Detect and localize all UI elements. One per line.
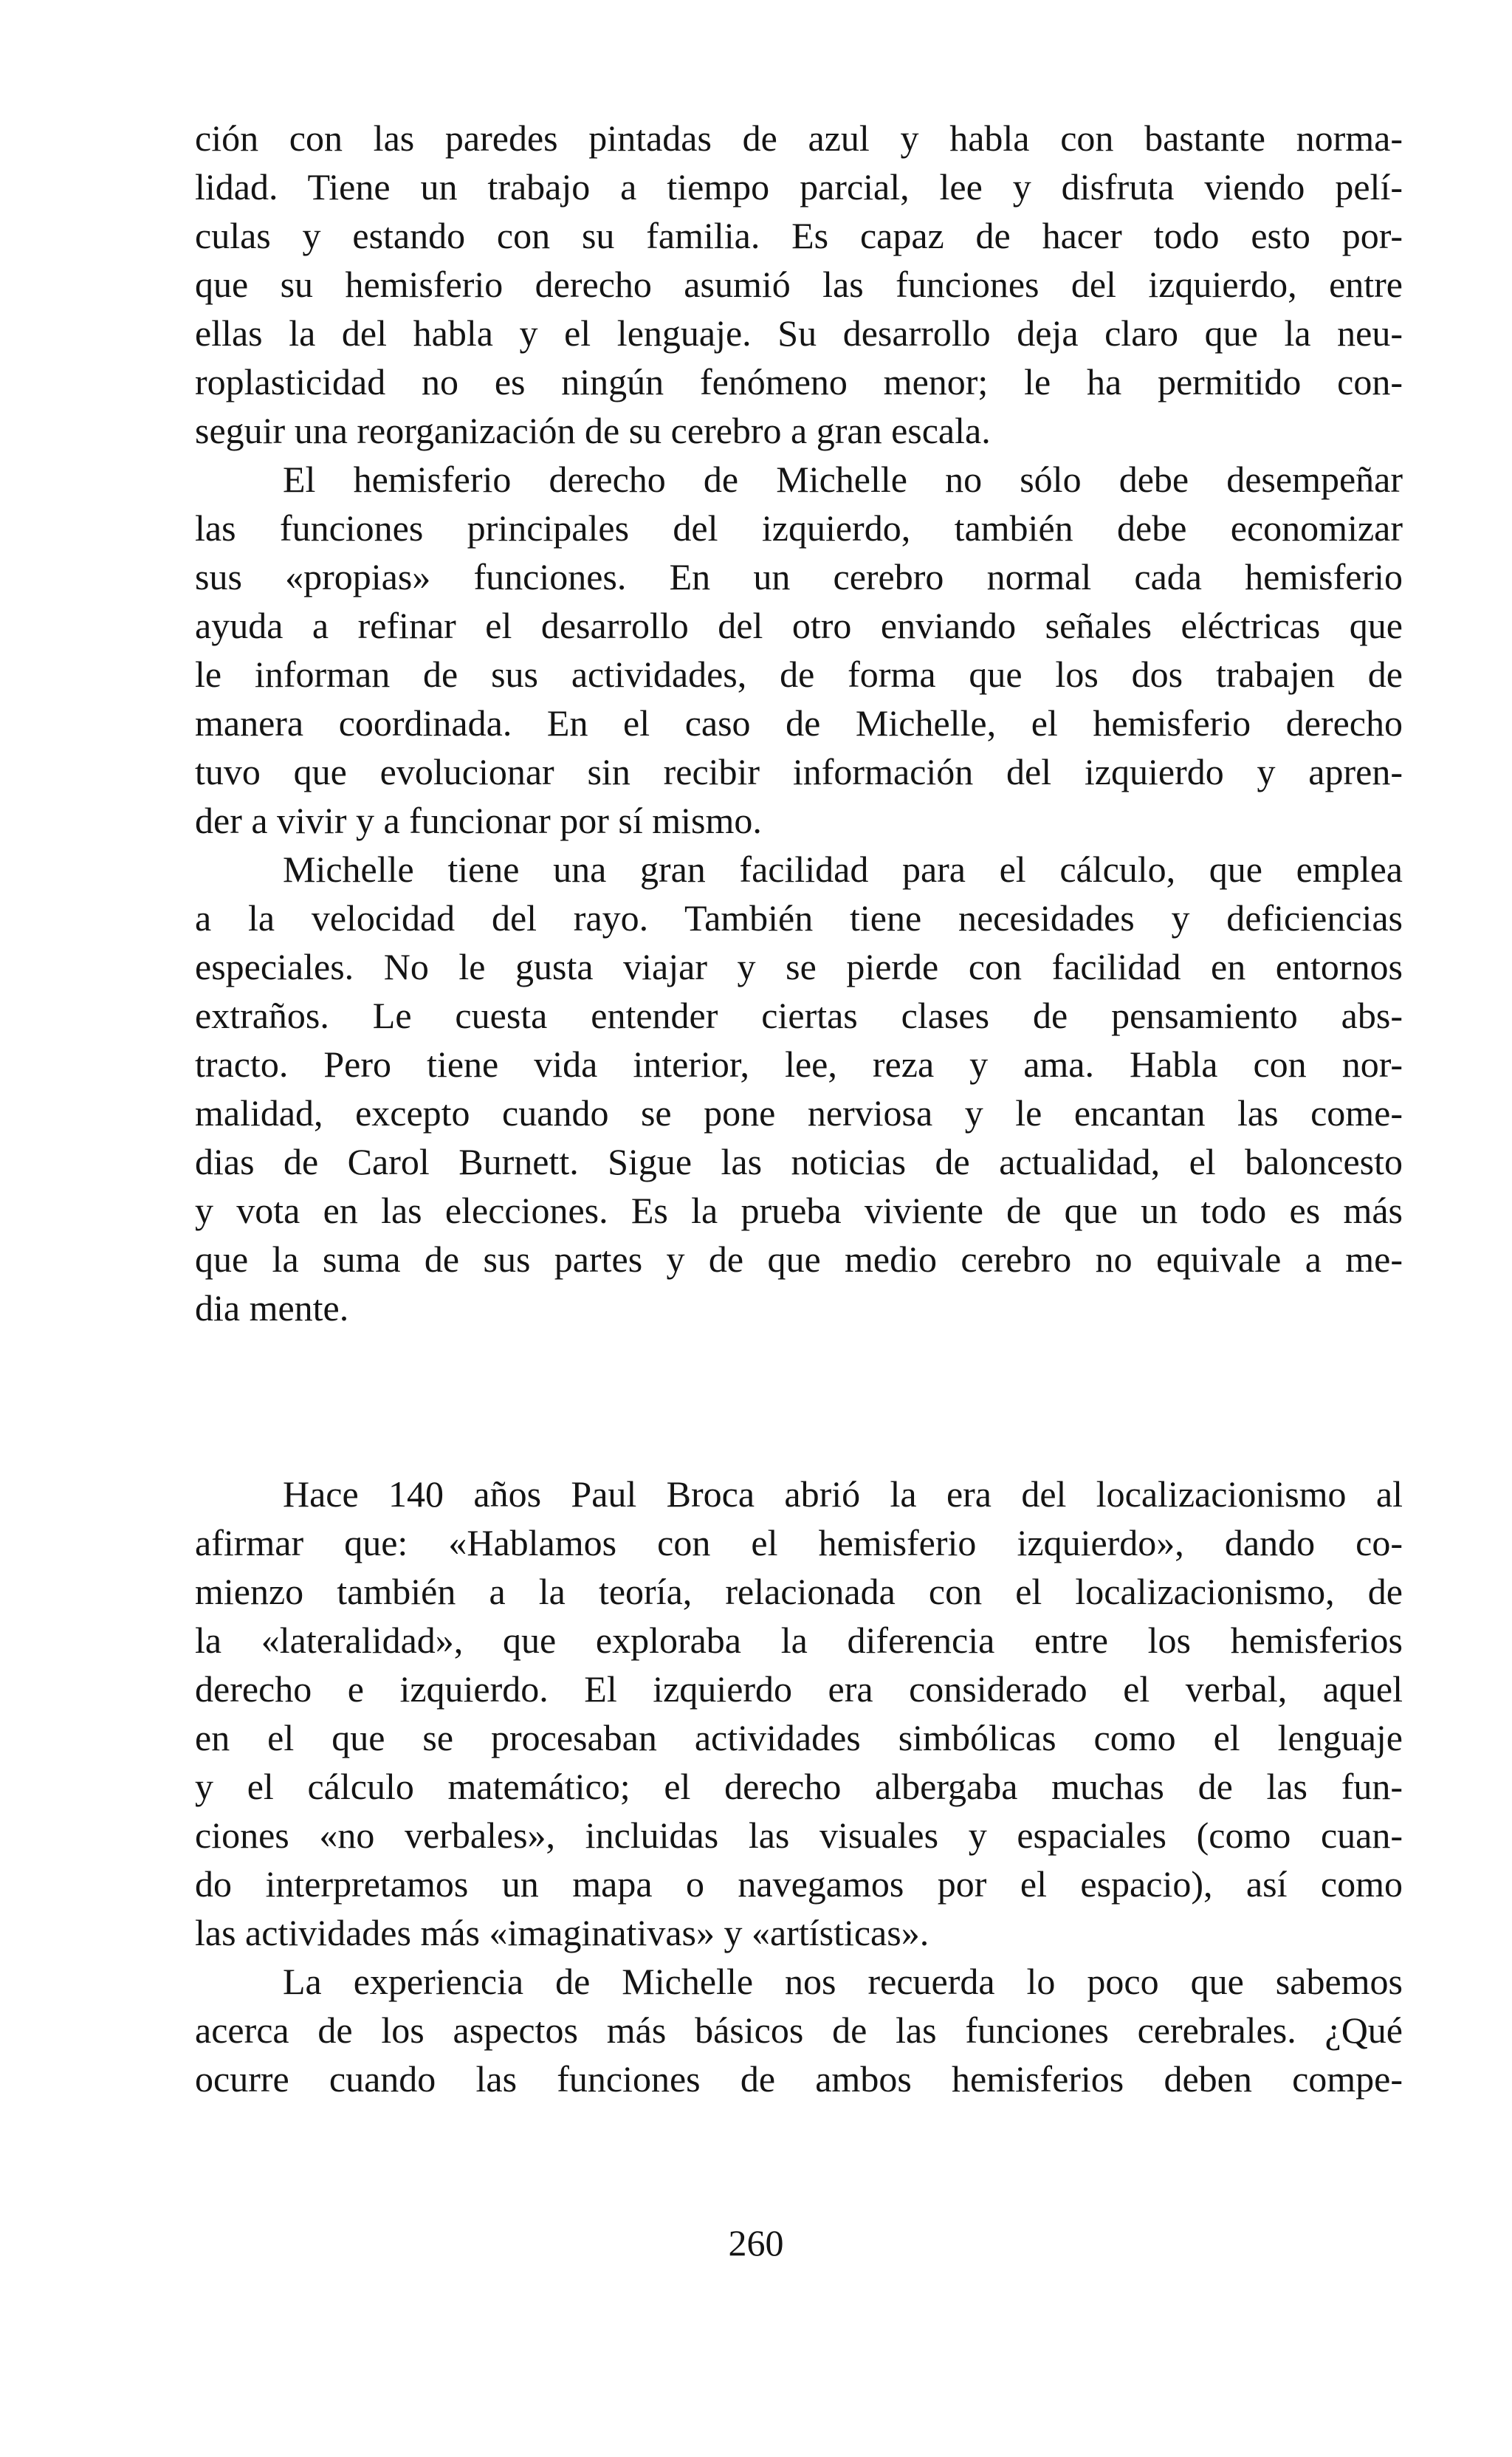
text-line: der a vivir y a funcionar por sí mismo. <box>195 800 762 841</box>
text-line: malidad, excepto cuando se pone nerviosa y le encantan las come- <box>195 1092 1403 1134</box>
text-line: las funciones principales del izquierdo, también debe economizar <box>195 507 1403 549</box>
text-line: la «lateralidad», que exploraba la diferencia entre los hemisferios <box>195 1620 1403 1661</box>
text-line: que su hemisferio derecho asumió las funciones del izquierdo, entre <box>195 264 1403 305</box>
text-line: do interpretamos un mapa o navegamos por el espacio), así como <box>195 1863 1403 1905</box>
text-line: El hemisferio derecho de Michelle no sólo debe desempeñar <box>283 459 1403 500</box>
text-line: afirmar que: «Hablamos con el hemisferio izquierdo», dando co- <box>195 1522 1403 1563</box>
text-line: Michelle tiene una gran facilidad para el cálculo, que emplea <box>283 849 1403 890</box>
text-line: a la velocidad del rayo. También tiene necesidades y deficiencias <box>195 897 1403 939</box>
text-line: las actividades más «imaginativas» y «artísticas». <box>195 1912 929 1953</box>
text-line: La experiencia de Michelle nos recuerda lo poco que sabemos <box>283 1961 1403 2002</box>
text-line: culas y estando con su familia. Es capaz de hacer todo esto por- <box>195 215 1403 256</box>
text-line: y vota en las elecciones. Es la prueba viviente de que un todo es más <box>195 1190 1403 1231</box>
text-line: ción con las paredes pintadas de azul y habla con bastante norma- <box>195 117 1403 159</box>
text-line: especiales. No le gusta viajar y se pierde con facilidad en entornos <box>195 946 1403 987</box>
text-line: y el cálculo matemático; el derecho albergaba muchas de las fun- <box>195 1766 1403 1807</box>
text-line: manera coordinada. En el caso de Michelle, el hemisferio derecho <box>195 702 1403 744</box>
text-line: Hace 140 años Paul Broca abrió la era del localizacionismo al <box>283 1473 1403 1515</box>
text-line: en el que se procesaban actividades simbólicas como el lenguaje <box>195 1717 1403 1758</box>
text-line: que la suma de sus partes y de que medio cerebro no equivale a me- <box>195 1238 1403 1280</box>
text-line: ayuda a refinar el desarrollo del otro enviando señales eléctricas que <box>195 605 1403 646</box>
text-block-lower <box>195 1470 1403 2103</box>
text-line: le informan de sus actividades, de forma que los dos trabajen de <box>195 654 1403 695</box>
text-line: sus «propias» funciones. En un cerebro normal cada hemisferio <box>195 556 1403 597</box>
text-block-upper <box>195 114 1403 1332</box>
text-line: dias de Carol Burnett. Sigue las noticias de actualidad, el baloncesto <box>195 1141 1403 1182</box>
text-line: tracto. Pero tiene vida interior, lee, reza y ama. Habla con nor- <box>195 1044 1403 1085</box>
text-line: mienzo también a la teoría, relacionada con el localizacionismo, de <box>195 1571 1403 1612</box>
text-line: roplasticidad no es ningún fenómeno menor; le ha permitido con- <box>195 361 1403 402</box>
text-line: acerca de los aspectos más básicos de las funciones cerebrales. ¿Qué <box>195 2009 1403 2051</box>
text-line: ocurre cuando las funciones de ambos hemisferios deben compe- <box>195 2058 1403 2100</box>
text-line: tuvo que evolucionar sin recibir información del izquierdo y apren- <box>195 751 1403 792</box>
page-number: 260 <box>728 2222 784 2264</box>
text-line: dia mente. <box>195 1287 349 1329</box>
text-line: extraños. Le cuesta entender ciertas clases de pensamiento abs- <box>195 995 1403 1036</box>
text-line: ciones «no verbales», incluidas las visuales y espaciales (como cuan- <box>195 1815 1403 1856</box>
text-line: derecho e izquierdo. El izquierdo era considerado el verbal, aquel <box>195 1668 1403 1710</box>
text-line: lidad. Tiene un trabajo a tiempo parcial, lee y disfruta viendo pelí- <box>195 166 1403 208</box>
text-line: ellas la del habla y el lenguaje. Su desarrollo deja claro que la neu- <box>195 312 1403 354</box>
text-line: seguir una reorganización de su cerebro a gran escala. <box>195 410 991 451</box>
